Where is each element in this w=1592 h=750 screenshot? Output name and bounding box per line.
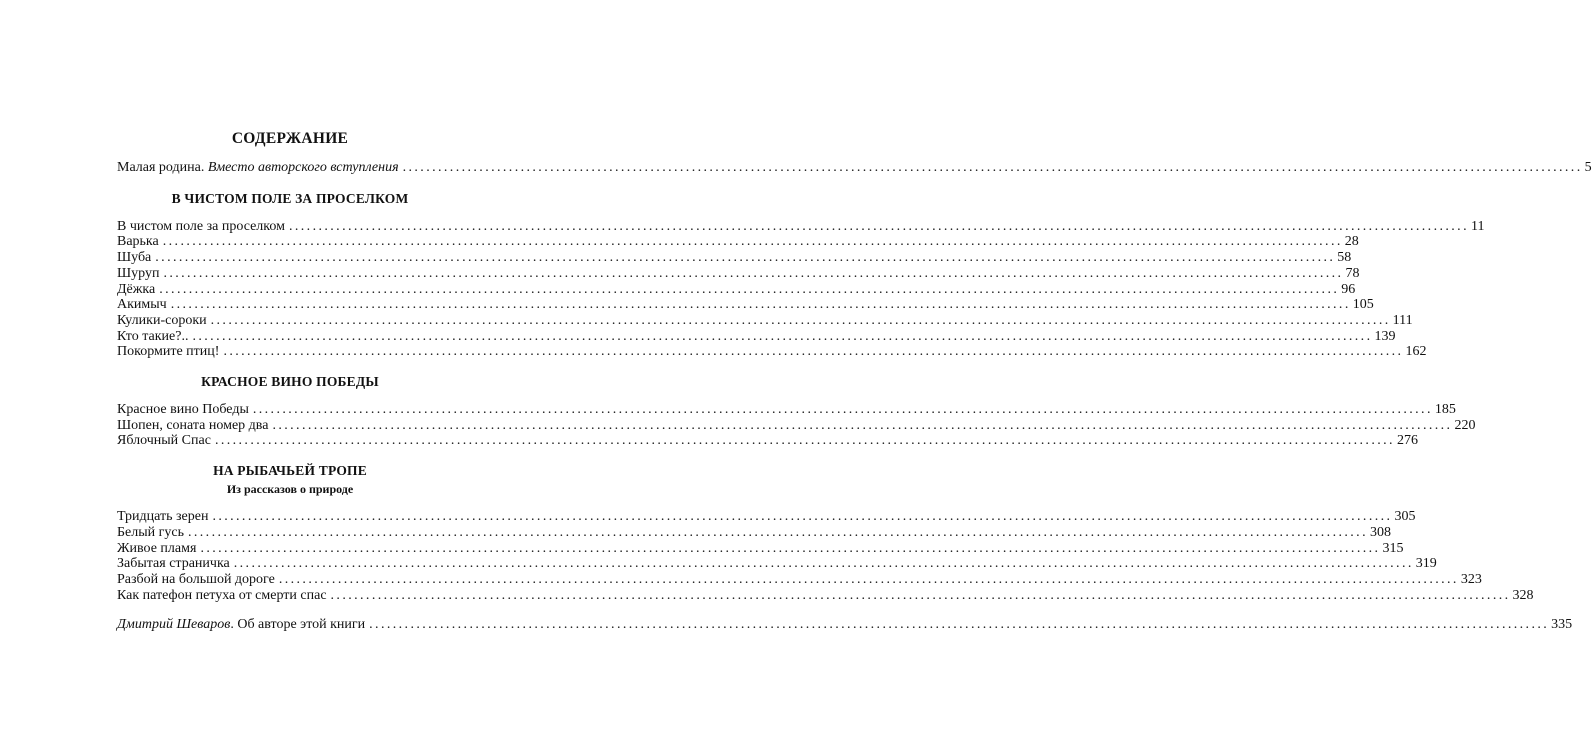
entry-page-number: 319 <box>1415 556 1437 572</box>
entry-page-number: 111 <box>1392 312 1413 328</box>
section-list <box>117 218 1485 360</box>
dot-leader: ........................................................................................................................................................................................................ <box>330 587 1511 603</box>
entry-page-number: 220 <box>1454 417 1476 433</box>
about-author-text: . Об авторе этой книги <box>230 617 366 633</box>
section-title-krasnoe-vino: КРАСНОЕ ВИНО ПОБЕДЫ <box>201 374 379 390</box>
dot-leader: ........................................................................................................................................................................................................ <box>200 540 1381 556</box>
section-list <box>117 509 1534 603</box>
toc-entry <box>117 250 1352 266</box>
entry-label: Дёжка <box>117 281 156 297</box>
dot-leader: ........................................................................................................................................................................................................ <box>278 571 1459 587</box>
dot-leader: ........................................................................................................................................................................................................ <box>402 160 1583 175</box>
entry-page-number: 185 <box>1434 402 1456 418</box>
toc-entry <box>117 312 1413 329</box>
table-of-contents <box>117 130 1592 633</box>
entry-label: Яблочный Спас <box>117 433 211 449</box>
author-name: Дмитрий Шеваров <box>117 617 231 633</box>
dot-leader: ........................................................................................................................................................................................................ <box>210 312 1391 328</box>
dot-leader: ........................................................................................................................................................................................................ <box>170 297 1351 313</box>
toc-title: СОДЕРЖАНИЕ <box>231 130 349 147</box>
toc-entry <box>117 540 1404 557</box>
entry-label: Кто такие?.. <box>117 328 189 344</box>
entry-page-number: 5 <box>1584 160 1592 175</box>
entry-label: Шопен, соната номер два <box>117 417 269 433</box>
dot-leader: ........................................................................................................................................................................................................ <box>252 402 1433 418</box>
entry-label: Кулики-сороки <box>117 312 207 328</box>
entry-label: Белый гусь <box>117 524 184 540</box>
toc-entry <box>117 265 1360 282</box>
section-title-v-chistom-pole: В ЧИСТОМ ПОЛЕ ЗА ПРОСЕЛКОМ <box>171 190 409 206</box>
dot-leader: ........................................................................................................................................................................................................ <box>163 265 1344 281</box>
entry-label <box>117 160 403 176</box>
intro-plain-text: Малая родина. <box>117 160 208 175</box>
entry-label: Как патефон петуха от смерти спас <box>117 587 327 603</box>
entry-label: В чистом поле за проселком <box>117 218 285 234</box>
dot-leader: ........................................................................................................................................................................................................ <box>159 281 1340 297</box>
entry-page-number: 139 <box>1374 328 1396 344</box>
entry-page-number: 11 <box>1470 218 1485 234</box>
entry-label <box>117 617 369 633</box>
entry-page-number: 96 <box>1341 281 1356 297</box>
dot-leader: ........................................................................................................................................................................................................ <box>214 433 1395 449</box>
entry-page-number: 315 <box>1382 540 1404 556</box>
section-list <box>117 402 1476 449</box>
entry-label: Акимыч <box>117 297 167 313</box>
entry-page-number: 335 <box>1551 617 1573 633</box>
toc-entry <box>117 234 1359 250</box>
section-subtitle: Из рассказов о природе <box>226 482 354 497</box>
intro-italic-text: Вместо авторского вступления <box>207 160 399 175</box>
entry-page-number: 28 <box>1344 234 1359 250</box>
entry-page-number: 328 <box>1512 587 1534 603</box>
dot-leader: ........................................................................................................................................................................................................ <box>212 509 1393 525</box>
dot-leader: ........................................................................................................................................................................................................ <box>288 218 1469 234</box>
toc-entry <box>117 524 1391 541</box>
section-title-na-rybachey-trope: НА РЫБАЧЬЕЙ ТРОПЕ <box>213 463 367 479</box>
entry-label: Красное вино Победы <box>117 402 249 418</box>
entry-page-number: 78 <box>1345 265 1360 281</box>
entry-label: Забытая страничка <box>117 556 230 572</box>
entry-page-number: 305 <box>1394 509 1416 525</box>
toc-entry <box>117 297 1374 313</box>
entry-page-number: 162 <box>1405 344 1427 360</box>
toc-entry <box>117 509 1416 525</box>
toc-entry <box>117 433 1418 449</box>
entry-page-number: 276 <box>1396 433 1418 449</box>
toc-entry-about-author <box>117 617 1573 633</box>
entry-label: Живое пламя <box>117 540 197 556</box>
dot-leader: ........................................................................................................................................................................................................ <box>187 524 1368 540</box>
dot-leader: ........................................................................................................................................................................................................ <box>162 234 1343 250</box>
dot-leader: ........................................................................................................................................................................................................ <box>272 417 1453 433</box>
toc-entry <box>117 328 1396 345</box>
toc-entry-intro <box>117 160 1592 176</box>
toc-entry <box>117 556 1437 572</box>
dot-leader: ........................................................................................................................................................................................................ <box>369 617 1550 633</box>
toc-entry <box>117 417 1476 434</box>
toc-entry <box>117 344 1427 360</box>
toc-entry <box>117 218 1485 235</box>
entry-label: Шуба <box>117 250 152 266</box>
entry-label: Шуруп <box>117 265 160 281</box>
dot-leader: ........................................................................................................................................................................................................ <box>223 344 1404 360</box>
entry-page-number: 308 <box>1369 524 1391 540</box>
toc-entry <box>117 281 1356 298</box>
entry-page-number: 58 <box>1337 250 1352 266</box>
dot-leader: ........................................................................................................................................................................................................ <box>155 250 1336 266</box>
dot-leader: ........................................................................................................................................................................................................ <box>233 556 1414 572</box>
entry-page-number: 323 <box>1460 571 1482 587</box>
entry-label: Варька <box>117 234 159 250</box>
toc-entry <box>117 571 1482 588</box>
toc-entry <box>117 587 1534 604</box>
entry-label: Разбой на большой дороге <box>117 571 275 587</box>
entry-label: Тридцать зерен <box>117 509 209 525</box>
entry-page-number: 105 <box>1352 297 1374 313</box>
dot-leader: ........................................................................................................................................................................................................ <box>192 328 1373 344</box>
entry-label: Покормите птиц! <box>117 344 220 360</box>
toc-entry <box>117 402 1456 418</box>
